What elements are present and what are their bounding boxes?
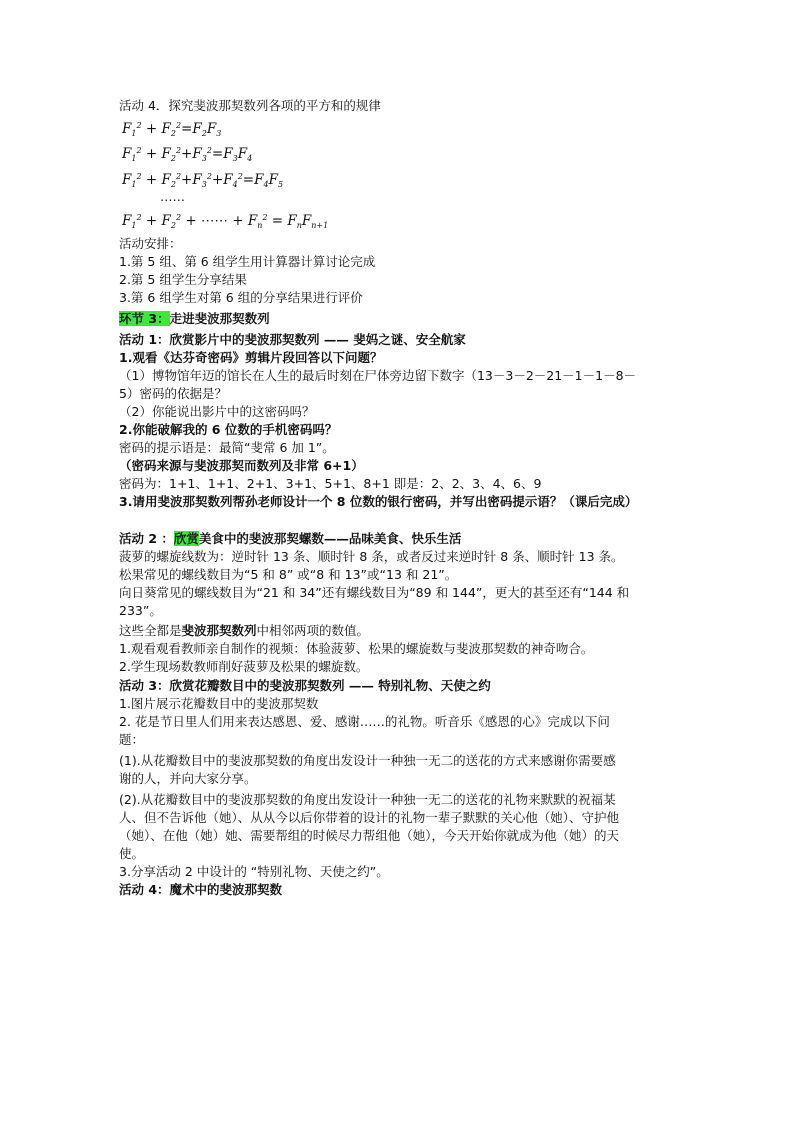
- act3-item-2-line1: 2. 花是节日里人们用来表达感恩、爱、感谢……的礼物。听音乐《感恩的心》完成以下问: [119, 714, 610, 729]
- adjacent-terms: [119, 622, 369, 640]
- act3-sub2-line4: 使。: [119, 846, 145, 861]
- q1-sub2: （2）你能说出影片中的这密码吗？: [119, 404, 315, 419]
- q3-heading: 3.请用斐波那契数列帮孙老师设计一个 8 位数的银行密码，并写出密码提示语？（课后完成）: [119, 494, 638, 509]
- adjacent-post: 中相邻两项的数值。: [256, 623, 370, 638]
- sunflower-spirals-line1: 向日葵常见的螺线数目为“21 和 34”还有螺线数目为“89 和 144”，更大的甚至还有“144 和: [119, 585, 630, 600]
- adjacent-pre: 这些全都是: [119, 623, 182, 638]
- section-3-label: 环节 3：: [119, 311, 170, 326]
- password-hint: 密码的提示语是：最简“斐常 6 加 1”。: [119, 440, 335, 455]
- password-value: 密码为：1+1、1+1、2+1、3+1、5+1、8+1 即是：2、2、3、4、6、9: [119, 476, 542, 491]
- act3-sub2-line2: 人、但不告诉他（她）、从从今以后你带着的设计的礼物一辈子默默的关心他（她）、守护他: [119, 810, 620, 825]
- q1-sub1-line1: （1）博物馆年迈的馆长在人生的最后时刻在尸体旁边留下数字（13－3－2－21－1－1－8－: [119, 368, 637, 383]
- activity2-prefix: 活动 2 ：: [119, 531, 174, 546]
- formula-ellipsis: ……: [160, 189, 185, 204]
- pineapple-spirals: 菠萝的螺旋线数为：逆时针 13 条、顺时针 8 条，或者反过来逆时针 8 条、顺时针 13 条。: [119, 549, 624, 564]
- q1-sub1-line2: 5）密码的依据是？: [119, 386, 227, 401]
- arrangement-item-1: 1.第 5 组、第 6 组学生用计算器计算讨论完成: [119, 254, 376, 269]
- act3-sub1-line2: 谢的人，并向大家分享。: [119, 771, 257, 786]
- arrangement-label: 活动安排：: [119, 236, 182, 251]
- act3-item-1: 1.图片展示花瓣数目中的斐波那契数: [119, 696, 319, 711]
- formula-general: $F_1^2 + F_2^2$ + ⋯⋯ + $F_n^2 = F_nF_{n+1}$: [122, 213, 329, 230]
- activity4-magic-title: 活动 4：魔术中的斐波那契数: [119, 882, 283, 897]
- formula-1: $F_1^2 + F_2^2=F_2F_3$: [122, 121, 222, 138]
- formula-3: $F_1^2 + F_2^2+F_3^2+F_4^2=F_4F_5$: [122, 172, 284, 189]
- act3-item-2-line2: 题：: [119, 732, 145, 747]
- activity2-title: [119, 530, 461, 548]
- activity2-highlight: 欣赏: [173, 531, 199, 546]
- section-3-heading: [119, 310, 270, 328]
- q1-heading: 1.观看《达芬奇密码》剪辑片段回答以下问题？: [119, 350, 383, 365]
- act3-sub2-line1: (2).从花瓣数目中的斐波那契数的角度出发设计一种独一无二的送花的礼物来默默的祝福某: [119, 792, 616, 807]
- arrangement-item-3: 3.第 6 组学生对第 6 组的分享结果进行评价: [119, 290, 363, 305]
- sunflower-spirals-line2: 233”。: [119, 603, 162, 618]
- password-source: （密码来源与斐波那契而数列及非常 6+1）: [119, 458, 364, 473]
- act3-sub1-line1: (1).从花瓣数目中的斐波那契数的角度出发设计一种独一无二的送花的方式来感谢你需要感: [119, 753, 616, 768]
- act3-item-3: 3.分享活动 2 中设计的 “特别礼物、天使之约”。: [119, 864, 389, 879]
- activity4-title: 活动 4．探究斐波那契数列各项的平方和的规律: [119, 98, 381, 113]
- activity3-title: 活动 3：欣赏花瓣数目中的斐波那契数列 —— 特别礼物、天使之约: [119, 678, 491, 693]
- act2-item-2: 2.学生现场数教师削好菠萝及松果的螺旋数。: [119, 659, 369, 674]
- pinecone-spirals: 松果常见的螺线数目为“5 和 8” 或“8 和 13”或“13 和 21”。: [119, 567, 458, 582]
- q2-heading: 2.你能破解我的 6 位数的手机密码吗？: [119, 422, 338, 437]
- section-3-title: 走进斐波那契数列: [169, 311, 270, 326]
- act2-item-1: 1.观看观看教师亲自制作的视频：体验菠萝、松果的螺旋数与斐波那契数的神奇吻合。: [119, 641, 594, 656]
- arrangement-item-2: 2.第 5 组学生分享结果: [119, 272, 247, 287]
- activity1-title: 活动 1：欣赏影片中的斐波那契数列 —— 斐妈之谜、安全航家: [119, 332, 466, 347]
- act3-sub2-line3: （她）、在他（她）她、需要帮组的时候尽力帮组他（她），今天开始你就成为他（她）的天: [119, 828, 620, 843]
- adjacent-bold: 斐波那契数列: [181, 623, 257, 638]
- formula-2: $F_1^2 + F_2^2+F_3^2=F_3F_4$: [122, 146, 253, 163]
- activity2-rest: 美食中的斐波那契螺数——品味美食、快乐生活: [198, 531, 462, 546]
